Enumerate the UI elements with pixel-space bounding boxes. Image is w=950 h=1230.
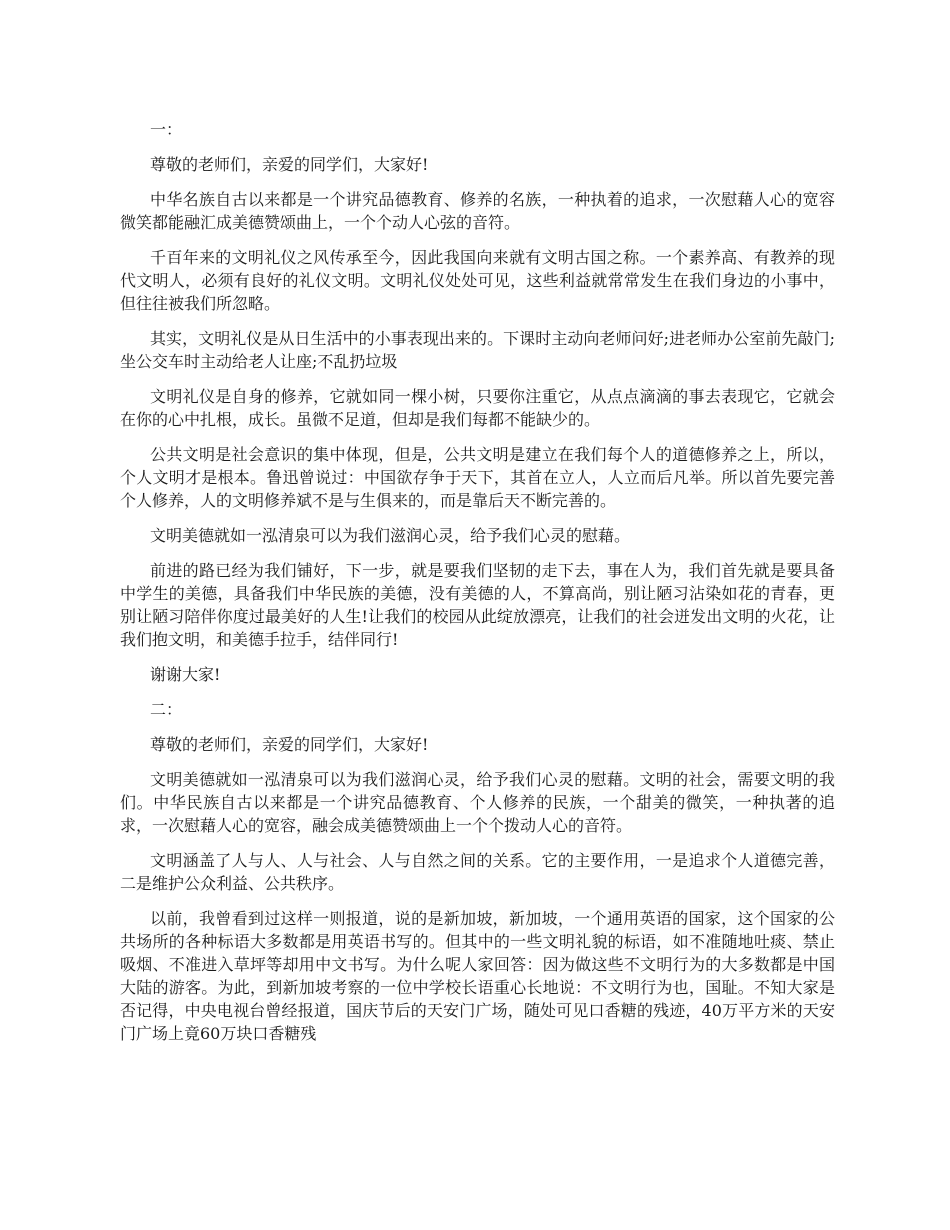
body-paragraph: 文明美德就如一泓清泉可以为我们滋润心灵，给予我们心灵的慰藉。 <box>150 526 631 545</box>
greeting-paragraph: 尊敬的老师们，亲爱的同学们，大家好! <box>150 155 429 174</box>
body-paragraph: 文明美德就如一泓清泉可以为我们滋润心灵，给予我们心灵的慰藉。文明的社会，需要文明的我们。中华民族自古以来都是一个讲究品德教育、个人修养的民族，一个甜美的微笑，一种执著的追求，一次慰藉人心的宽容，融会成美德赞颂曲上一个个拨动人心的音符。 <box>120 770 835 835</box>
section-heading-two: 二： <box>150 700 183 719</box>
body-paragraph: 其实，文明礼仪是从日生活中的小事表现出来的。下课时主动向老师问好;进老师办公室前先敲门;坐公交车时主动给老人让座;不乱扔垃圾 <box>120 329 835 371</box>
body-paragraph: 以前，我曾看到过这样一则报道，说的是新加坡，新加坡，一个通用英语的国家，这个国家的公共场所的各种标语大多数都是用英语书写的。但其中的一些文明礼貌的标语，如不准随地吐痰、禁止吸烟、不准进入草坪等却用中文书写。为什么呢人家回答：因为做这些不文明行为的大多数都是中国大陆的游客。为此，到新加坡考察的一位中学校长语重心长地说：不文明行为也，国耻。不知大家是否记得，中央电视台曾经报道，国庆节后的天安门广场，随处可见口香糖的残迹，40万平方米的天安门广场上竟60万块口香糖残 <box>120 909 835 1043</box>
body-paragraph: 公共文明是社会意识的集中体现，但是，公共文明是建立在我们每个人的道德修养之上，所以，个人文明才是根本。鲁迅曾说过：中国欲存争于天下，其首在立人，人立而后凡举。所以首先要完善个人修养，人的文明修养斌不是与生俱来的，而是靠后天不断完善的。 <box>120 445 835 510</box>
document-body <box>120 118 835 1057</box>
closing-paragraph: 谢谢大家! <box>150 665 221 684</box>
greeting-paragraph: 尊敬的老师们，亲爱的同学们，大家好! <box>150 735 429 754</box>
body-paragraph: 文明礼仪是自身的修养，它就如同一棵小树，只要你注重它，从点点滴滴的事去表现它，它就会在你的心中扎根，成长。虽微不足道，但却是我们每都不能缺少的。 <box>120 387 835 429</box>
body-paragraph: 前进的路已经为我们铺好，下一步，就是要我们坚韧的走下去，事在人为，我们首先就是要具备中学生的美德，具备我们中华民族的美德，没有美德的人，不算高尚，别让陋习沾染如花的青春，更别让陋习陪伴你度过最美好的人生!让我们的校园从此绽放漂亮，让我们的社会迸发出文明的火花，让我们抱文明，和美德手拉手，结伴同行! <box>120 561 835 649</box>
section-heading-one: 一： <box>150 120 183 139</box>
body-paragraph: 千百年来的文明礼仪之风传承至今，因此我国向来就有文明古国之称。一个素养高、有教养的现代文明人，必须有良好的礼仪文明。文明礼仪处处可见，这些利益就常常发生在我们身边的小事中，但往往被我们所忽略。 <box>120 248 835 313</box>
body-paragraph: 文明涵盖了人与人、人与社会、人与自然之间的关系。它的主要作用，一是追求个人道德完善，二是维护公众利益、公共秩序。 <box>120 851 835 893</box>
body-paragraph: 中华名族自古以来都是一个讲究品德教育、修养的名族，一种执着的追求，一次慰藉人心的宽容微笑都能融汇成美德赞颂曲上，一个个动人心弦的音符。 <box>120 190 835 232</box>
